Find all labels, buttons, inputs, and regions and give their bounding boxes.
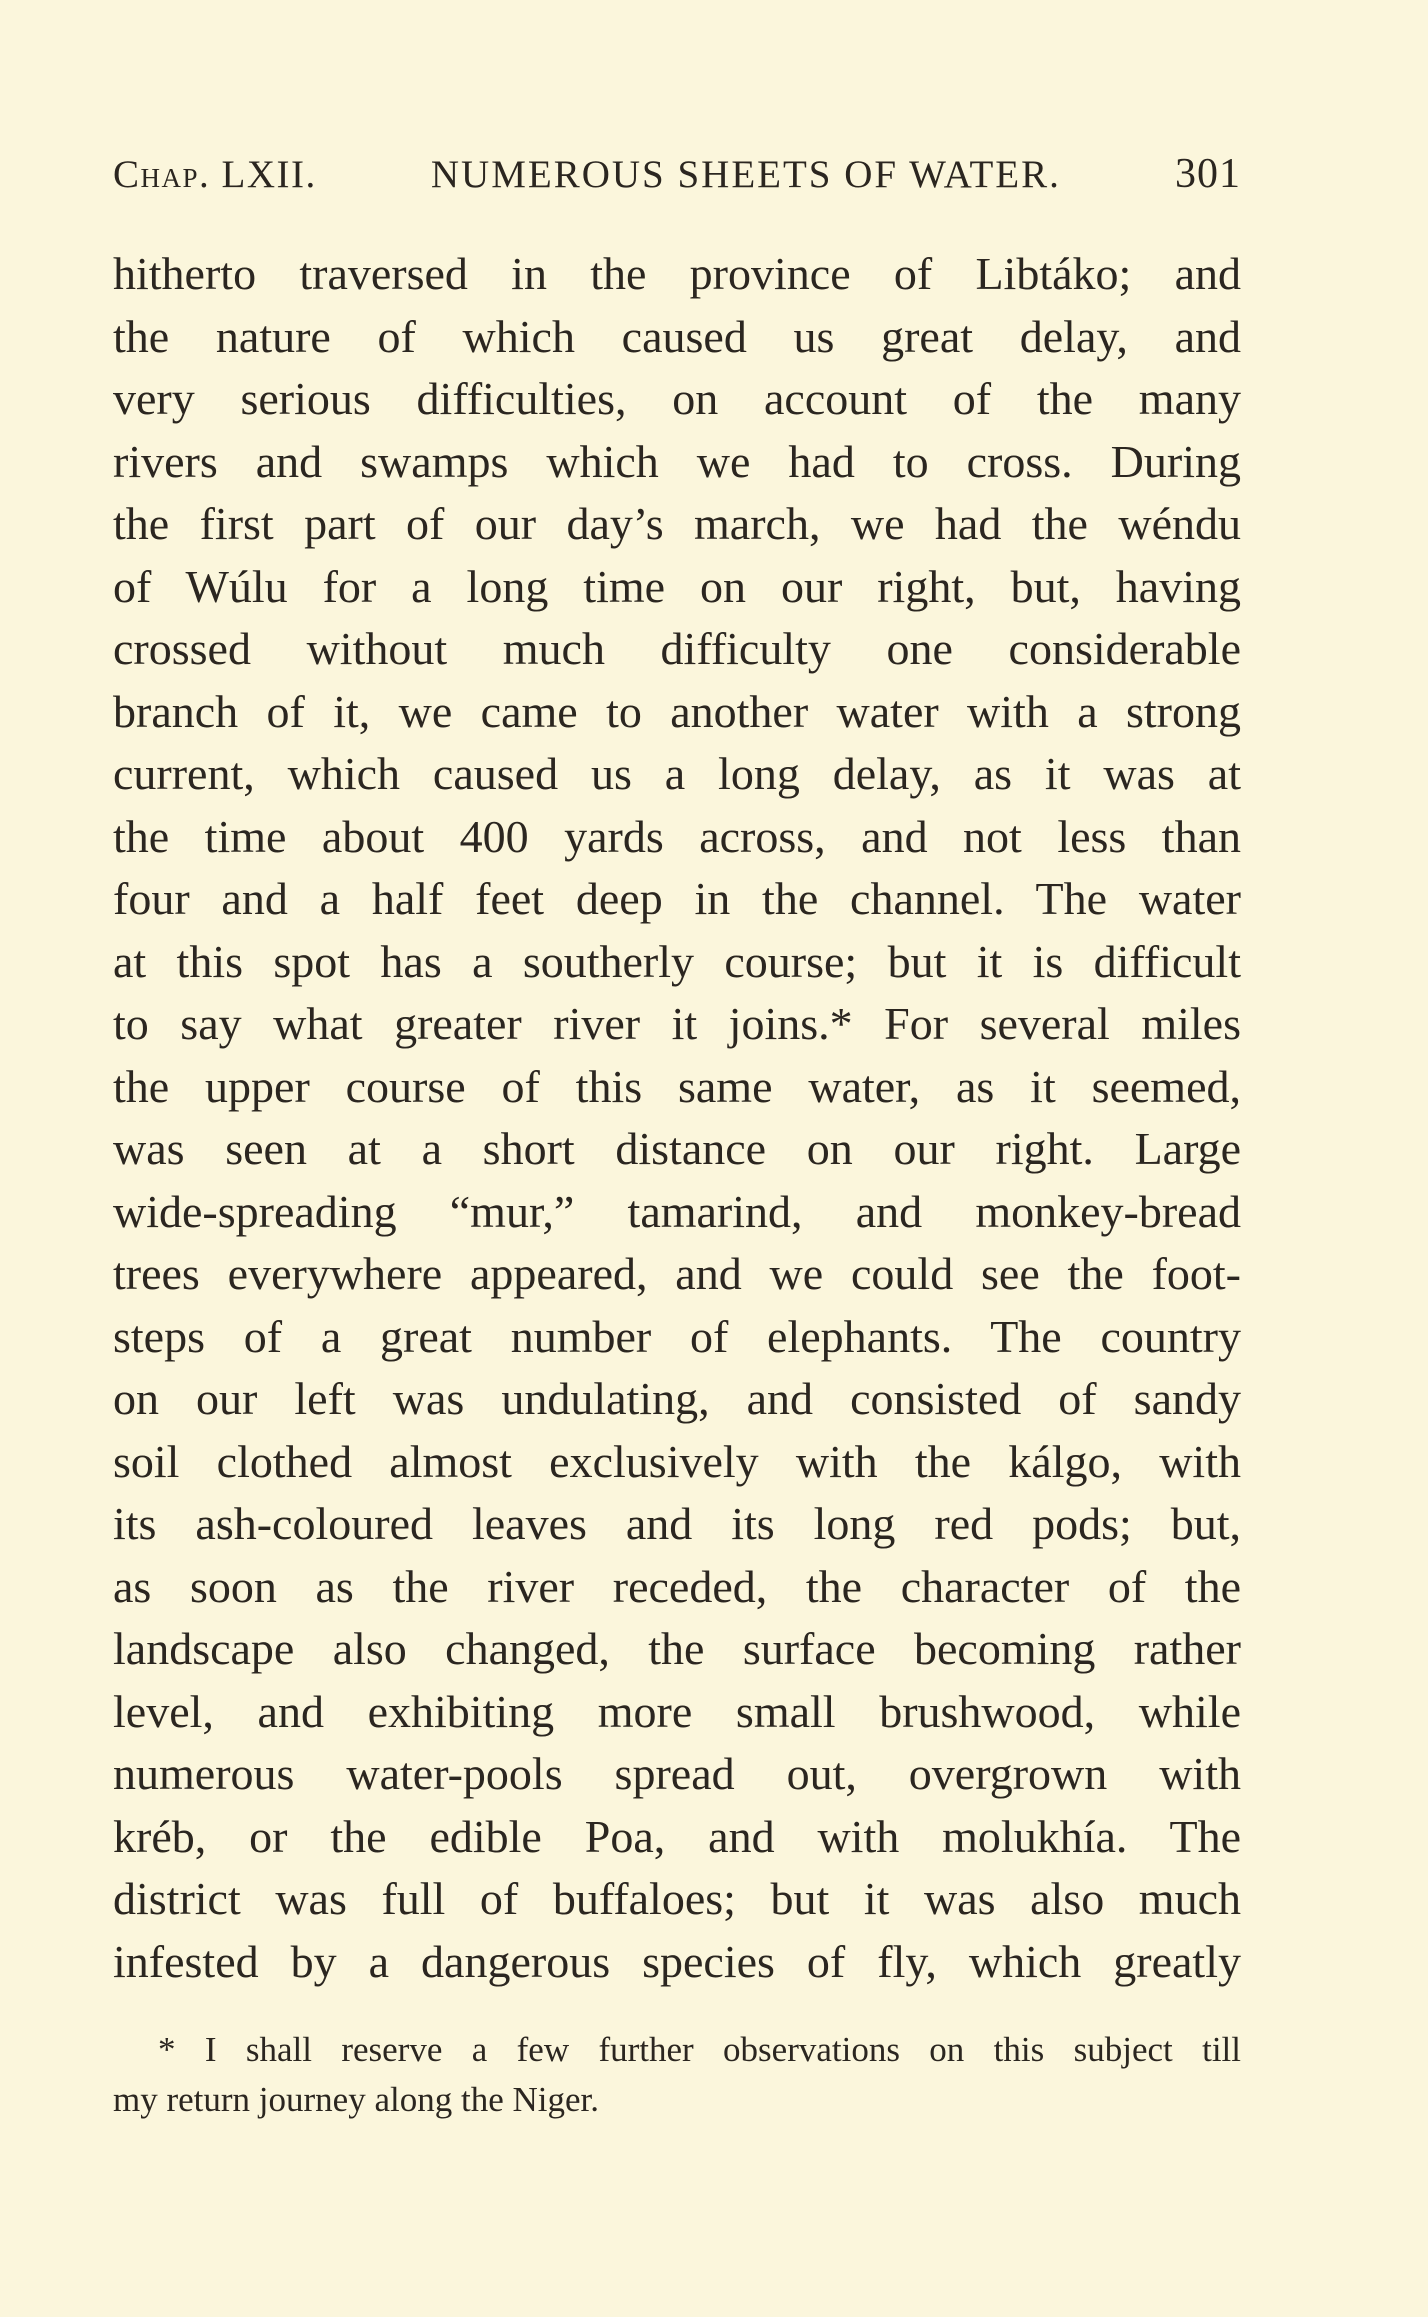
- text-line: the time about 400 yards across, and not less than: [113, 810, 1241, 862]
- footnote: [113, 2025, 1241, 2125]
- text-line: crossed without much difficulty one considerable: [113, 623, 1241, 674]
- text-line: the upper course of this same water, as it seemed,: [113, 1060, 1241, 1112]
- page-number: 301: [1174, 151, 1241, 197]
- text-line: kréb, or the edible Poa, and with molukhía. The: [113, 1810, 1241, 1862]
- running-head: [113, 150, 1241, 202]
- text-line: at this spot has a southerly course; but it is difficult: [113, 935, 1241, 987]
- text-line: trees everywhere appeared, and we could see the foot-: [113, 1248, 1241, 1299]
- text-line: its ash-coloured leaves and its long red pods; but,: [113, 1498, 1241, 1549]
- text-line: four and a half feet deep in the channel. The water: [113, 873, 1241, 924]
- text-line: on our left was undulating, and consisted of sandy: [113, 1373, 1241, 1424]
- text-line: current, which caused us a long delay, as it was at: [113, 748, 1241, 799]
- text-line: hitherto traversed in the province of Libtáko; and: [113, 248, 1241, 299]
- text-line: to say what greater river it joins.* For several miles: [113, 998, 1241, 1049]
- text-line: very serious difficulties, on account of the many: [113, 373, 1241, 424]
- footnote-line: my return journey along the Niger.: [113, 2080, 599, 2119]
- body-text: [113, 243, 1241, 1993]
- text-line: level, and exhibiting more small brushwood, while: [113, 1685, 1241, 1737]
- text-line: infested by a dangerous species of fly, which greatly: [113, 1935, 1241, 1987]
- text-line: was seen at a short distance on our right. Large: [113, 1123, 1241, 1174]
- footnote-line: * I shall reserve a few further observations on this subject till: [158, 2030, 1241, 2069]
- text-line: steps of a great number of elephants. The country: [113, 1310, 1241, 1362]
- text-line: branch of it, we came to another water with a strong: [113, 685, 1241, 737]
- text-line: wide-spreading “mur,” tamarind, and monkey-bread: [113, 1185, 1241, 1237]
- text-line: rivers and swamps which we had to cross. During: [113, 435, 1241, 487]
- text-line: as soon as the river receded, the character of the: [113, 1560, 1241, 1612]
- text-line: numerous water-pools spread out, overgrown with: [113, 1748, 1241, 1799]
- page-title: NUMEROUS SHEETS OF WATER.: [430, 153, 1061, 196]
- chapter-label: Chap. LXII.: [113, 153, 317, 196]
- text-line: landscape also changed, the surface becoming rather: [113, 1623, 1241, 1674]
- text-line: the first part of our day’s march, we had the wéndu: [113, 498, 1241, 549]
- text-line: district was full of buffaloes; but it was also much: [113, 1873, 1241, 1924]
- text-line: soil clothed almost exclusively with the kálgo, with: [113, 1435, 1241, 1487]
- text-line: the nature of which caused us great delay, and: [113, 310, 1241, 362]
- text-line: of Wúlu for a long time on our right, but, having: [113, 560, 1241, 612]
